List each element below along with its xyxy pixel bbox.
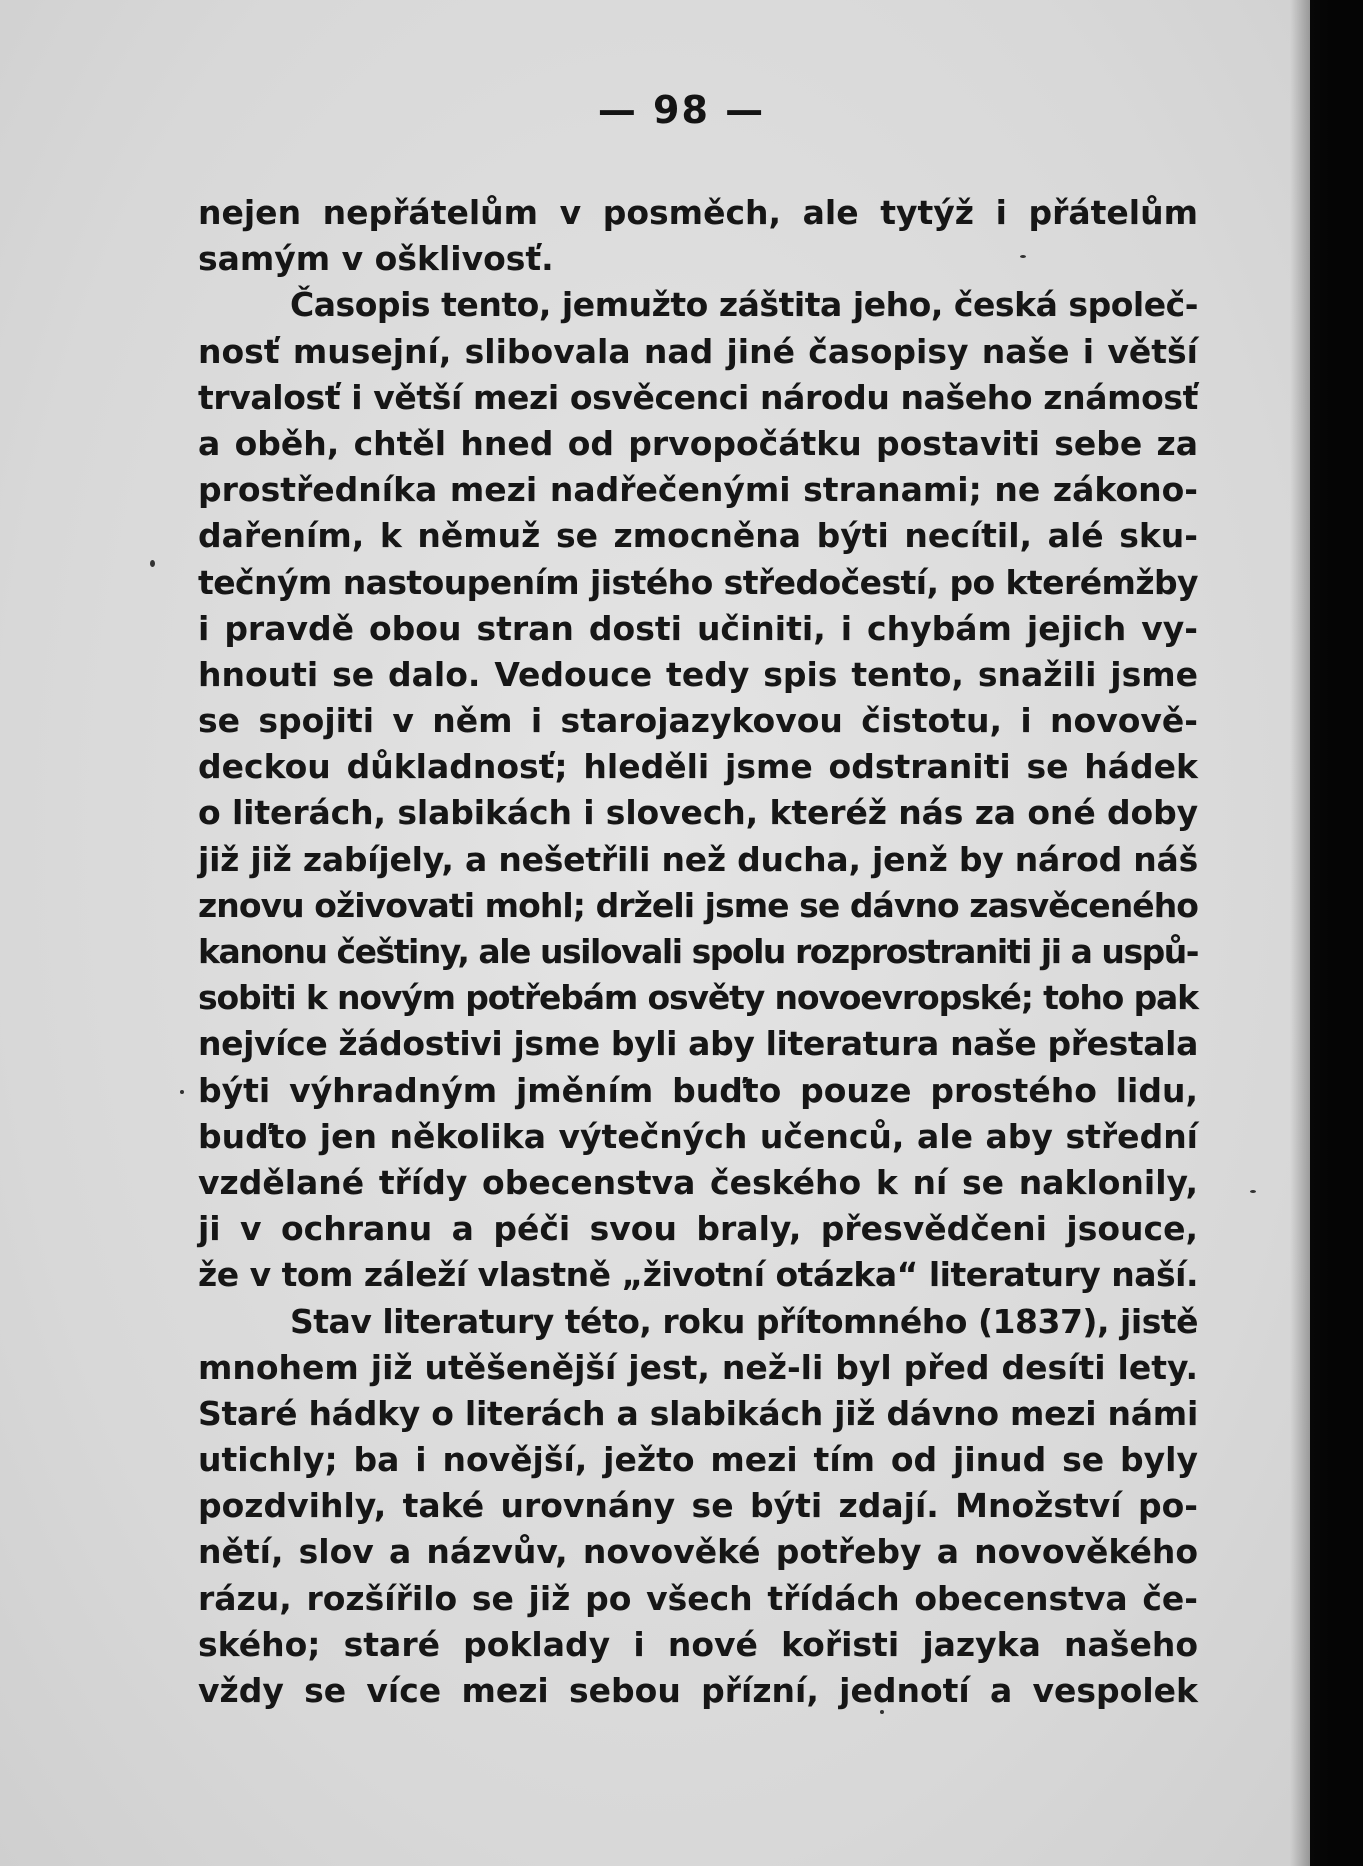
text-line: samým v ošklivosť.: [198, 239, 554, 279]
paper-speck: [1020, 255, 1026, 258]
paper-speck: [880, 1710, 884, 1714]
text-line: ského; staré poklady i nové kořisti jazyka našeho: [198, 1624, 1198, 1664]
text-line: pozdvihly, také urovnány se býti zdají. Množství po-: [198, 1486, 1198, 1526]
text-line: hnouti se dalo. Vedouce tedy spis tento, snažili jsme: [198, 654, 1198, 694]
text-line: deckou důkladnosť; hleděli jsme odstraniti se hádek: [198, 747, 1198, 787]
text-line: a oběh, chtěl hned od prvopočátku postaviti sebe za: [198, 423, 1198, 463]
text-line: vzdělané třídy obecenstva českého k ní se naklonily,: [198, 1162, 1198, 1202]
text-line: býti výhradným jměním buďto pouze prostého lidu,: [198, 1070, 1198, 1110]
text-line: mnohem již utěšenější jest, než-li byl před desíti lety.: [198, 1347, 1198, 1387]
text-line: trvalosť i větší mezi osvěcenci národu našeho známosť: [198, 377, 1198, 417]
text-line: ji v ochranu a péči svou braly, přesvědčeni jsouce,: [198, 1209, 1198, 1249]
text-line: utichly; ba i novější, ježto mezi tím od jinud se byly: [198, 1440, 1198, 1480]
paper-speck: [180, 1090, 184, 1094]
paper-speck: [150, 560, 155, 567]
scan-border: [1330, 0, 1363, 1866]
paper-speck: [1250, 1190, 1256, 1193]
text-line: že v tom záleží vlastně „životní otázka“ literatury naší.: [198, 1255, 1199, 1295]
body-text: [198, 190, 1198, 1714]
text-line: nejen nepřátelům v posměch, ale tytýž i přátelům: [198, 193, 1198, 232]
text-line: kanonu češtiny, ale usilovali spolu rozprostraniti ji a uspů-: [198, 932, 1199, 971]
text-line: nosť musejní, slibovala nad jiné časopisy naše i větší: [198, 331, 1198, 371]
text-line: buďto jen několika výtečných učenců, ale aby střední: [198, 1116, 1198, 1156]
text-line: i pravdě obou stran dosti učiniti, i chybám jejich vy-: [198, 608, 1198, 648]
text-line: znovu oživovati mohl; drželi jsme se dávno zasvěceného: [198, 885, 1199, 925]
text-line: prostředníka mezi nadřečenými stranami; ne zákono-: [198, 470, 1198, 510]
text-line: se spojiti v něm i starojazykovou čistotu, i novově-: [198, 701, 1198, 741]
text-line: dařením, k němuž se zmocněna býti necítil, alé sku-: [198, 516, 1198, 556]
page-edge-shadow: [1290, 0, 1330, 1866]
text-line: o literách, slabikách i slovech, kteréž nás za oné doby: [198, 793, 1198, 833]
text-line: Staré hádky o literách a slabikách již dávno mezi námi: [198, 1393, 1198, 1433]
text-line: již již zabíjely, a nešetřili než ducha, jenž by národ náš: [198, 839, 1198, 879]
text-line: rázu, rozšířilo se již po všech třídách obecenstva če-: [198, 1578, 1198, 1618]
text-line: vždy se více mezi sebou přízní, jednotí a vespolek: [198, 1671, 1198, 1710]
text-line: nětí, slov a názvův, novověké potřeby a novověkého: [198, 1532, 1198, 1572]
page-number: — 98 —: [597, 88, 766, 132]
text-line: nejvíce žádostivi jsme byli aby literatura naše přestala: [198, 1024, 1198, 1064]
paragraph-first-line: Stav literatury této, roku přítomného (1837), jistě: [290, 1301, 1199, 1341]
text-line: sobiti k novým potřebám osvěty novoevropské; toho pak: [198, 978, 1198, 1018]
paragraph-first-line: Časopis tento, jemužto záštita jeho, česká společ-: [290, 285, 1198, 325]
text-line: tečným nastoupením jistého středočestí, po kterémžby: [198, 562, 1199, 602]
